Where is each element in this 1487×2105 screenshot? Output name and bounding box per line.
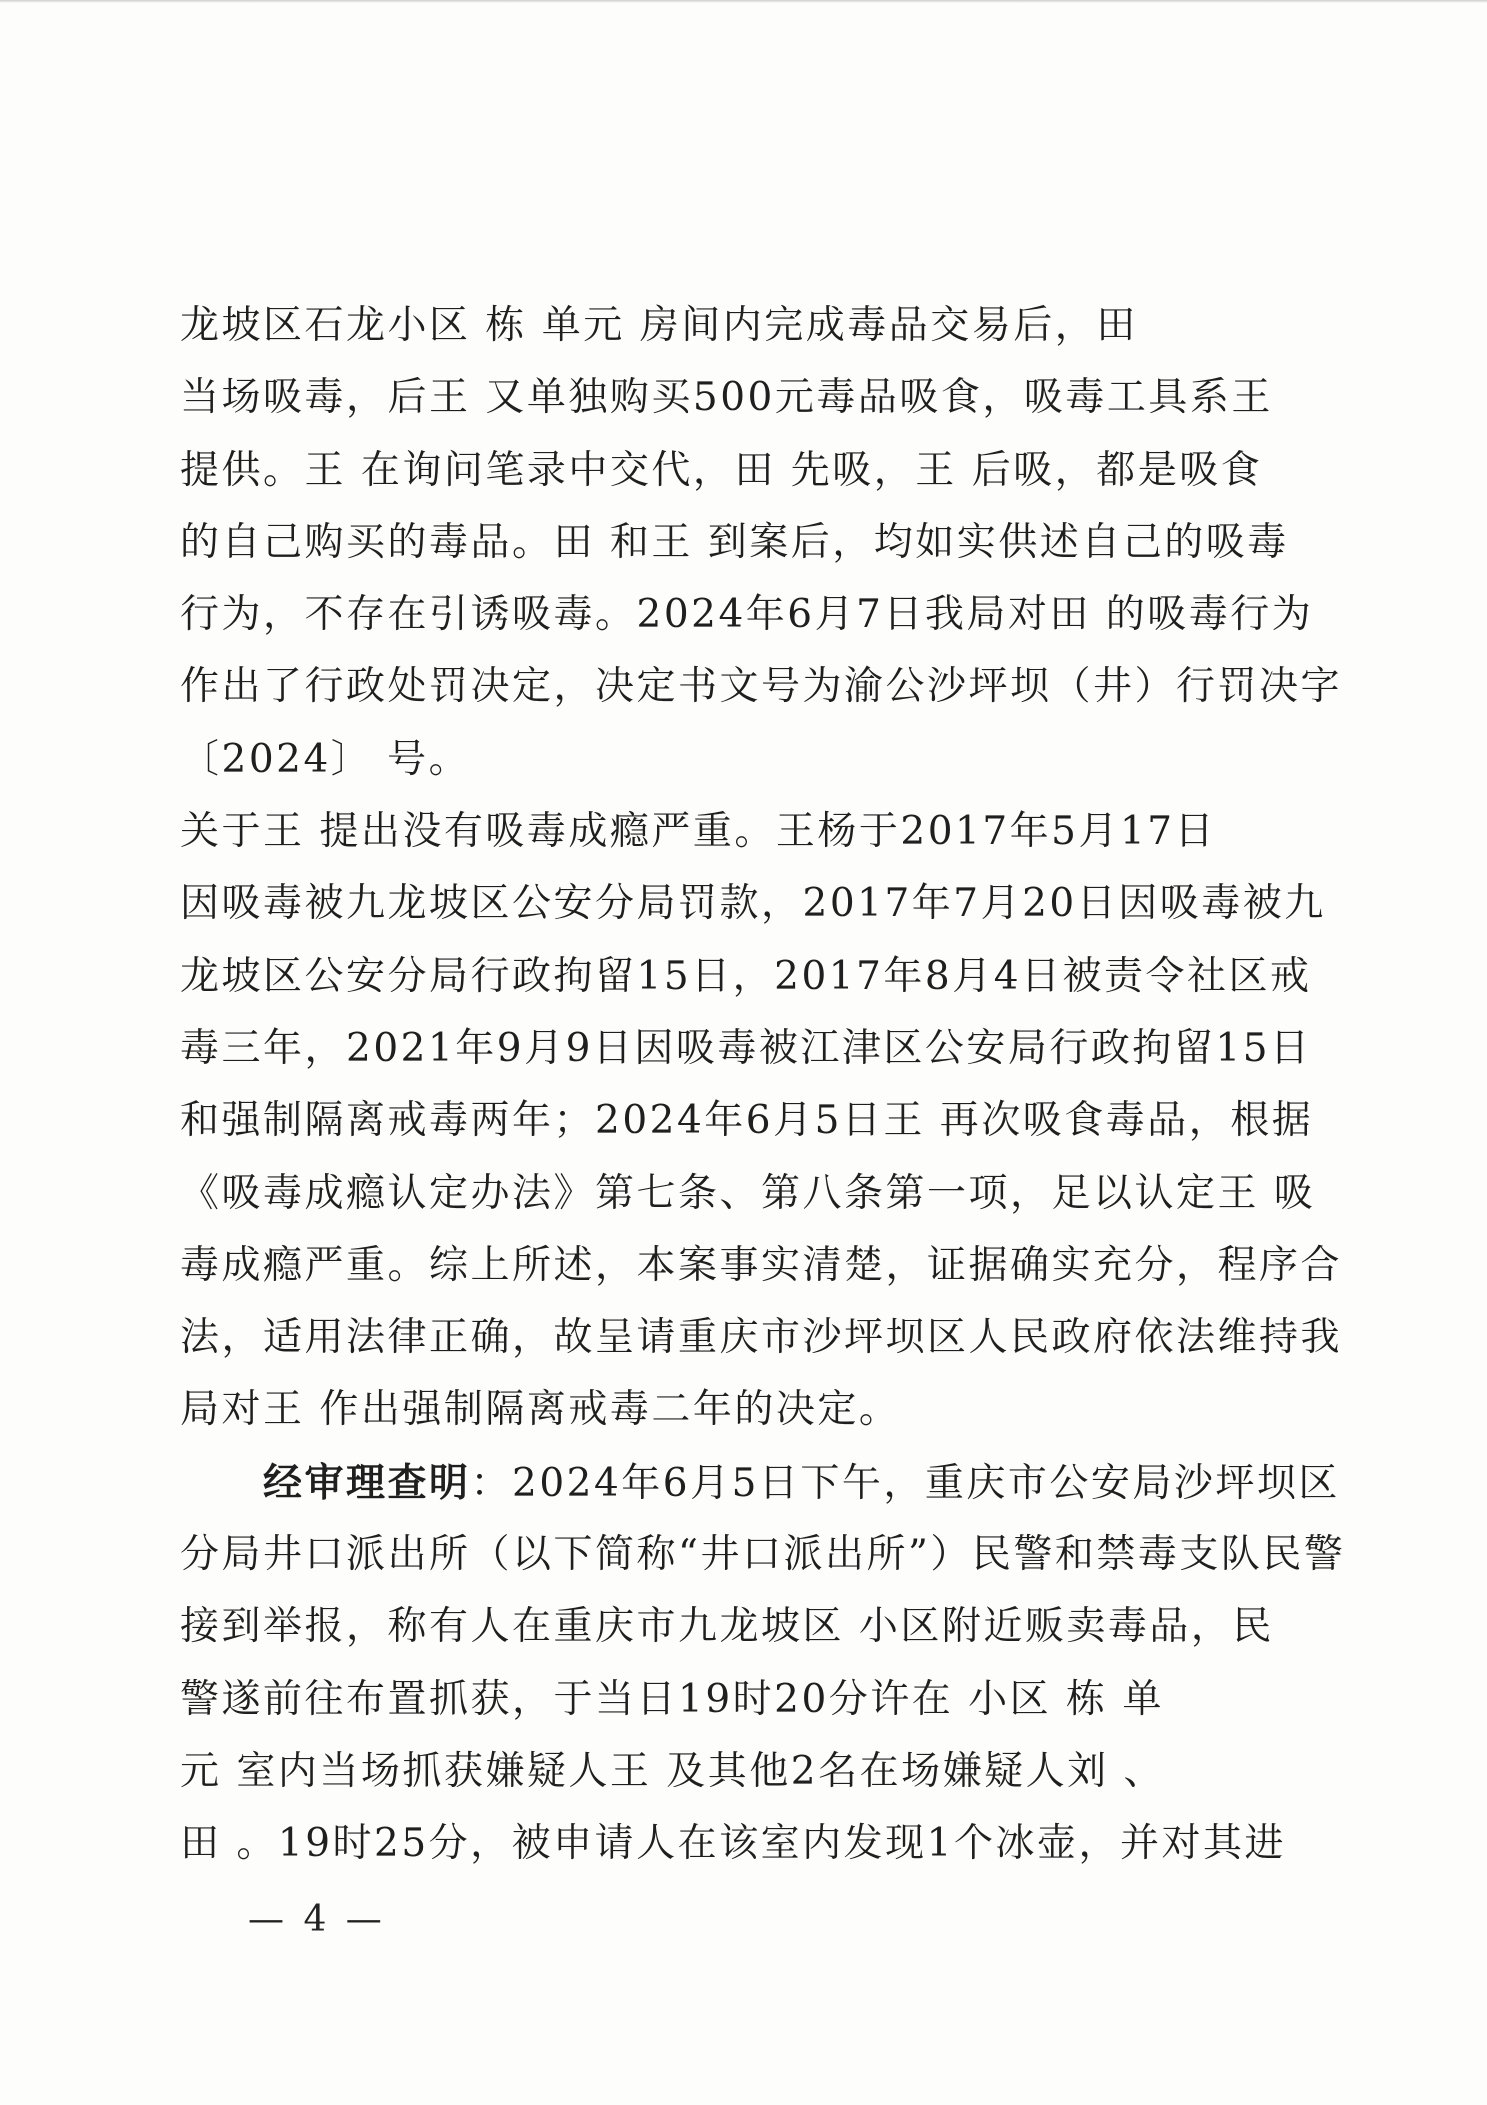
text-line: 关于王 提出没有吸毒成瘾严重。王杨于2017年5月17日 [180,809,1217,855]
text-line: 接到举报，称有人在重庆市九龙坡区 小区附近贩卖毒品，民 [180,1604,1274,1650]
text-line: 的自己购买的毒品。田 和王 到案后，均如实供述自己的吸毒 [180,519,1289,565]
finding-first-line: ：2024年6月5日下午，重庆市公安局沙坪坝区 [470,1460,1340,1506]
text-line: 警遂前往布置抓获，于当日19时20分许在 小区 栋 单 [180,1676,1164,1722]
text-line: 毒成瘾严重。综上所述，本案事实清楚，证据确实充分，程序合 [180,1242,1343,1288]
page-number: — 4 — [248,1899,386,1940]
text-line: 龙坡区石龙小区 栋 单元 房间内完成毒品交易后，田 [180,303,1138,348]
text-line: 龙坡区公安分局行政拘留15日，2017年8月4日被责令社区戒 [180,953,1312,999]
text-line: 因吸毒被九龙坡区公安分局罚款，2017年7月20日因吸毒被九 [180,881,1326,927]
text-line: 当场吸毒，后王 又单独购买500元毒品吸食，吸毒工具系王 [180,375,1273,421]
text-line: 行为，不存在引诱吸毒。2024年6月7日我局对田 的吸毒行为 [180,592,1314,638]
finding-label: 经审理查明 [263,1459,471,1506]
text-line: 毒三年，2021年9月9日因吸毒被江津区公安局行政拘留15日 [180,1025,1312,1071]
text-line: 提供。王 在询问笔录中交代，田 先吸，王 后吸，都是吸食 [180,447,1263,493]
scan-top-edge [0,0,1487,3]
text-line: 元 室内当场抓获嫌疑人王 及其他2名在场嫌疑人刘 、 [180,1748,1166,1794]
text-line: 局对王 作出强制隔离戒毒二年的决定。 [180,1387,901,1433]
text-line: 和强制隔离戒毒两年；2024年6月5日王 再次吸食毒品，根据 [180,1098,1314,1144]
text-line: 作出了行政处罚决定，决定书文号为渝公沙坪坝（井）行罚决字 [180,664,1343,710]
text-line: 田 。19时25分，被申请人在该室内发现1个冰壶，并对其进 [180,1821,1286,1867]
finding-line [180,1447,1340,1519]
text-line: 〔2024〕 号。 [180,736,471,782]
text-line: 法，适用法律正确，故呈请重庆市沙坪坝区人民政府依法维持我 [180,1315,1343,1361]
text-line: 《吸毒成瘾认定办法》第七条、第八条第一项，足以认定王 吸 [180,1170,1316,1216]
document-body [180,290,1346,1881]
text-line: 分局井口派出所（以下简称“井口派出所”）民警和禁毒支队民警 [180,1532,1346,1578]
